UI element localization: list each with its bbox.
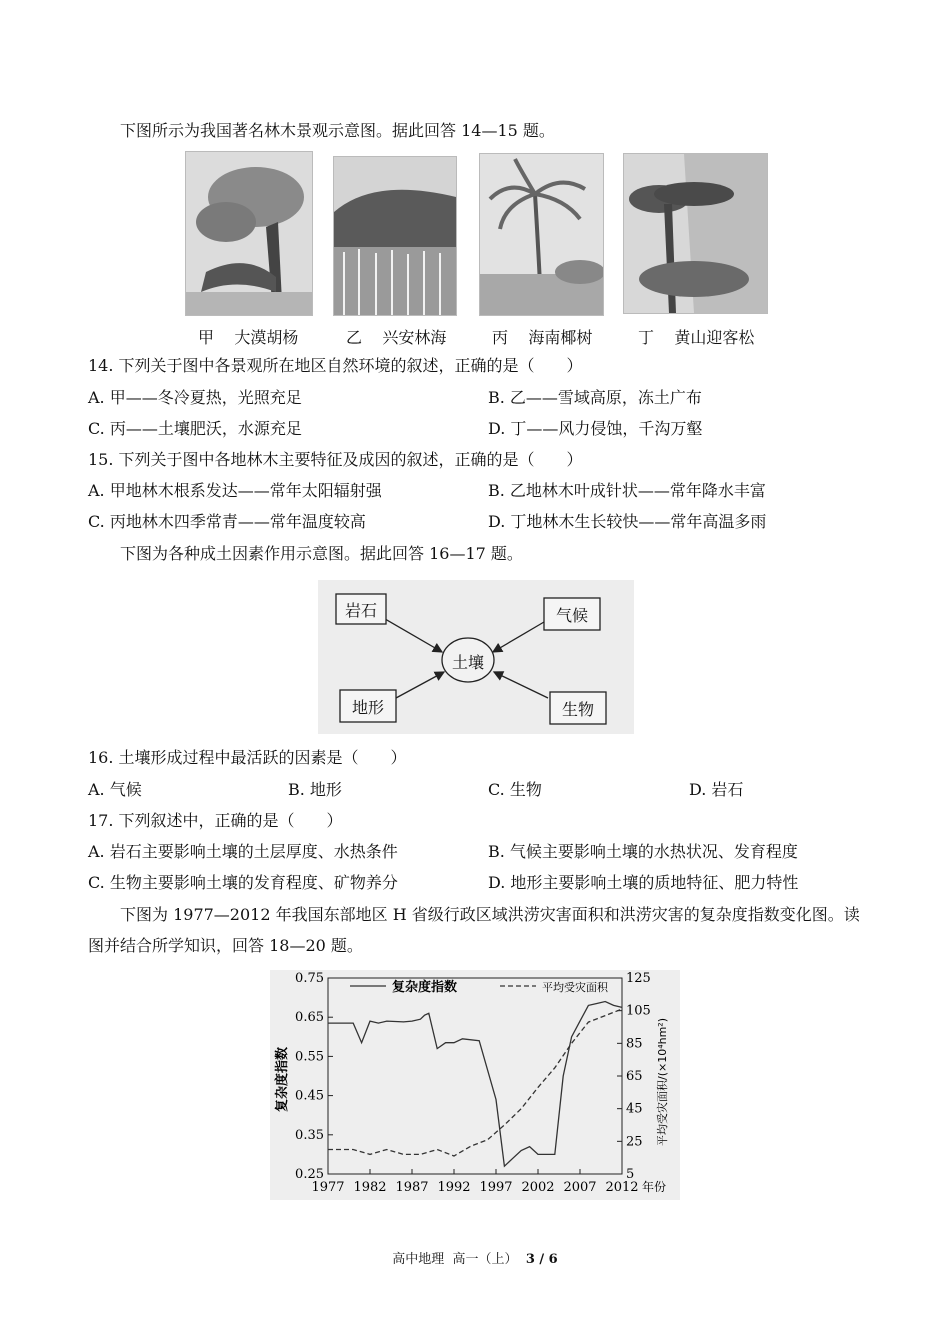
q16-option-a: A. 气候 — [88, 780, 142, 799]
q16-option-b: B. 地形 — [288, 780, 342, 799]
caption-yi-name: 兴安林海 — [382, 328, 447, 347]
x-tick-label: 1997 — [479, 1180, 513, 1195]
photo-ding-pine — [623, 153, 768, 314]
photo-bing-coconut — [479, 153, 604, 316]
intro-paragraph-3-line-2: 图并结合所学知识，回答 18—20 题。 — [88, 936, 363, 955]
x-axis-label: 年份 — [642, 1180, 667, 1194]
x-tick-label: 2002 — [521, 1180, 555, 1195]
q14-stem: 14. 下列关于图中各景观所在地区自然环境的叙述，正确的是（ ） — [88, 356, 583, 375]
q16-stem: 16. 土壤形成过程中最活跃的因素是（ ） — [88, 748, 407, 767]
soil-factors-diagram — [318, 580, 634, 734]
intro-paragraph-1: 下图所示为我国著名林木景观示意图。据此回答 14—15 题。 — [120, 121, 555, 140]
y-tick-label: 0.65 — [295, 1010, 324, 1026]
pine-illustration — [624, 154, 767, 313]
q17-option-c: C. 生物主要影响土壤的发育程度、矿物养分 — [88, 873, 398, 892]
arrow-biology — [494, 672, 548, 698]
q17-option-d: D. 地形主要影响土壤的质地特征、肥力特性 — [488, 873, 799, 892]
caption-yi — [346, 325, 446, 348]
caption-jia — [198, 325, 298, 348]
caption-bing — [492, 325, 592, 348]
legend-label-complexity-index: 复杂度指数 — [392, 980, 458, 995]
flood-chart-svg — [270, 970, 680, 1200]
q14-option-a: A. 甲——冬冷夏热，光照充足 — [88, 388, 302, 407]
y-tick-label: 0.45 — [295, 1088, 324, 1104]
q14-option-b: B. 乙——雪域高原，冻土广布 — [488, 388, 702, 407]
caption-bing-name: 海南椰树 — [528, 328, 593, 347]
page-footer — [0, 1248, 950, 1267]
populus-illustration — [186, 152, 312, 315]
y2-axis-label: 平均受灾面积/(×10⁴hm²) — [656, 1017, 669, 1146]
q17-stem: 17. 下列叙述中，正确的是（ ） — [88, 811, 343, 830]
arrow-terrain — [396, 672, 444, 698]
coconut-illustration — [480, 154, 603, 315]
photo-yi-forest — [333, 156, 457, 316]
caption-ding-mark: 丁 — [638, 328, 655, 347]
y2-tick-label: 45 — [626, 1101, 643, 1117]
photo-jia-populus — [185, 151, 313, 316]
y2-tick-label: 65 — [626, 1069, 643, 1084]
caption-jia-name: 大漠胡杨 — [234, 328, 299, 347]
x-tick-label: 2012 — [605, 1180, 639, 1195]
caption-jia-mark: 甲 — [198, 328, 215, 347]
diagram-rock-label: 岩石 — [344, 601, 377, 620]
intro-paragraph-3-line-1: 下图为 1977—2012 年我国东部地区 H 省级行政区域洪涝灾害面积和洪涝灾害的复杂度指数变化图。读 — [120, 905, 860, 924]
y-tick-label: 0.35 — [295, 1127, 324, 1143]
intro-paragraph-2: 下图为各种成土因素作用示意图。据此回答 16—17 题。 — [120, 544, 523, 563]
q15-stem: 15. 下列关于图中各地林木主要特征及成因的叙述，正确的是（ ） — [88, 450, 583, 469]
q17-option-b: B. 气候主要影响土壤的水热状况、发育程度 — [488, 842, 798, 861]
q15-option-b: B. 乙地林木叶成针状——常年降水丰富 — [488, 481, 766, 500]
diagram-climate-label: 气候 — [555, 606, 588, 625]
q14-option-d: D. 丁——风力侵蚀，千沟万壑 — [488, 419, 703, 438]
q14-option-c: C. 丙——土壤肥沃，水源充足 — [88, 419, 302, 438]
y-tick-label: 0.25 — [295, 1167, 324, 1182]
caption-ding — [638, 325, 754, 348]
x-tick-label: 1977 — [311, 1180, 345, 1195]
q15-option-c: C. 丙地林木四季常青——常年温度较高 — [88, 512, 366, 531]
y-axis-label: 复杂度指数 — [275, 1046, 290, 1112]
caption-ding-name: 黄山迎客松 — [674, 328, 755, 347]
q15-option-a: A. 甲地林木根系发达——常年太阳辐射强 — [88, 481, 382, 500]
caption-yi-mark: 乙 — [346, 328, 363, 347]
x-tick-label: 1992 — [437, 1180, 471, 1195]
x-tick-label: 2007 — [563, 1180, 597, 1195]
y2-tick-label: 25 — [626, 1134, 643, 1150]
diagram-terrain-label: 地形 — [351, 698, 384, 717]
legend-label-average-flood-area: 平均受灾面积 — [542, 981, 608, 994]
caption-bing-mark: 丙 — [492, 328, 509, 347]
y-tick-label: 0.75 — [295, 971, 324, 986]
footer-page: 3 / 6 — [525, 1252, 558, 1267]
q16-option-d: D. 岩石 — [689, 780, 744, 799]
x-tick-label: 1987 — [395, 1180, 429, 1195]
series-line-average-flood-area — [328, 1009, 622, 1156]
y2-tick-label: 125 — [626, 971, 651, 986]
footer-subject: 高中地理 — [392, 1252, 445, 1267]
y2-tick-label: 5 — [626, 1167, 635, 1182]
q15-option-d: D. 丁地林木生长较快——常年高温多雨 — [488, 512, 767, 531]
y2-tick-label: 105 — [626, 1003, 651, 1019]
x-tick-label: 1982 — [353, 1180, 387, 1195]
arrow-rock — [380, 616, 442, 652]
y2-tick-label: 85 — [626, 1036, 643, 1052]
footer-grade: 高一（上） — [452, 1252, 518, 1267]
forest-illustration — [334, 157, 456, 315]
diagram-center-label: 土壤 — [451, 653, 484, 672]
y-tick-label: 0.55 — [295, 1049, 324, 1065]
diagram-biology-label: 生物 — [561, 700, 594, 719]
arrow-climate — [493, 622, 544, 652]
flood-chart — [270, 970, 680, 1200]
q16-option-c: C. 生物 — [488, 780, 542, 799]
series-line-complexity-index — [328, 1002, 622, 1167]
q17-option-a: A. 岩石主要影响土壤的土层厚度、水热条件 — [88, 842, 398, 861]
